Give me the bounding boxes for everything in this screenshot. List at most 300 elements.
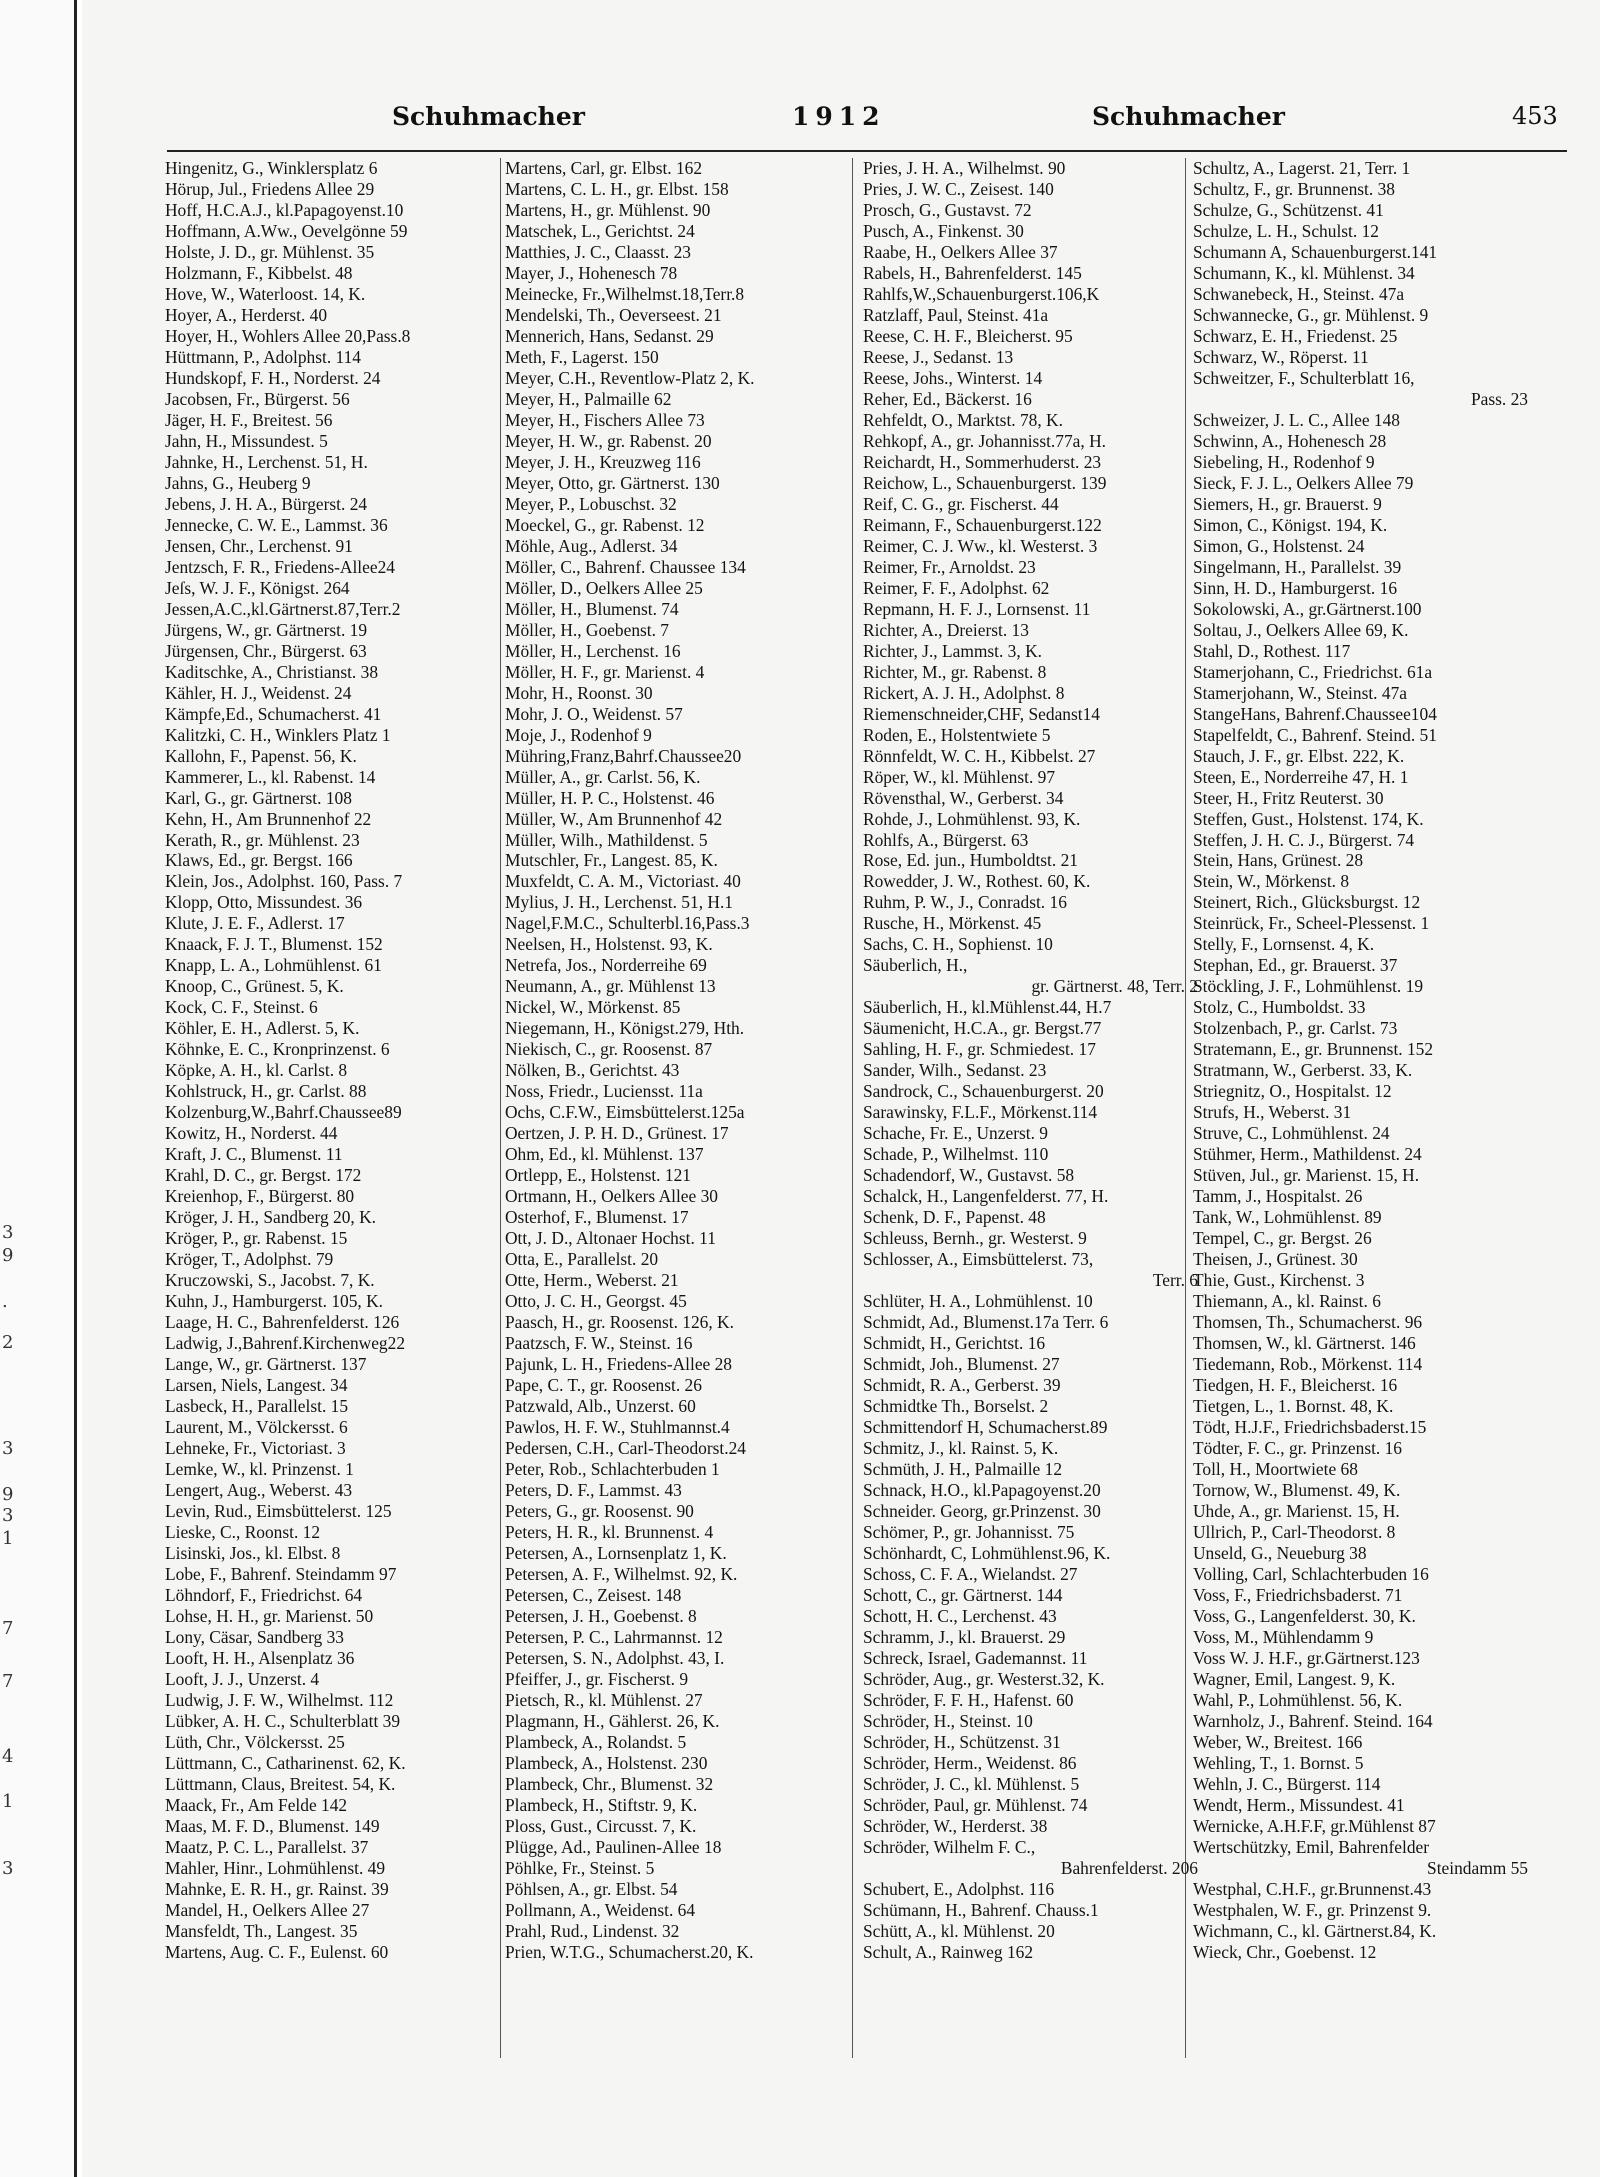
- directory-entry: Rehfeldt, O., Marktst. 78, K.: [863, 409, 1063, 430]
- directory-entry: Köhnke, E. C., Kronprinzenst. 6: [165, 1039, 390, 1060]
- directory-entry: Schmidt, H., Gerichtst. 16: [863, 1333, 1046, 1354]
- directory-entry: Sandrock, C., Schauenburgerst. 20: [863, 1081, 1104, 1102]
- directory-entry: Wendt, Herm., Missundest. 41: [1193, 1794, 1405, 1815]
- directory-entry: Ratzlaff, Paul, Steinst. 41a: [863, 304, 1049, 325]
- directory-entry: Pöhlke, Fr., Steinst. 5: [505, 1857, 655, 1878]
- directory-entry: Rabels, H., Bahrenfelderst. 145: [863, 262, 1082, 283]
- directory-entry: Raabe, H., Oelkers Allee 37: [863, 241, 1058, 262]
- directory-entry: Plambeck, Chr., Blumenst. 32: [505, 1773, 714, 1794]
- margin-mark: 7: [2, 1618, 14, 1639]
- directory-entry: Ladwig, J.,Bahrenf.Kirchenweg22: [165, 1333, 406, 1354]
- directory-entry: Lübker, A. H. C., Schulterblatt 39: [165, 1710, 401, 1731]
- margin-mark: 9: [2, 1484, 14, 1505]
- directory-entry: Meyer, Otto, gr. Gärtnerst. 130: [505, 472, 720, 493]
- directory-entry: Kehn, H., Am Brunnenhof 22: [165, 808, 372, 829]
- directory-entry: Soltau, J., Oelkers Allee 69, K.: [1193, 619, 1409, 640]
- directory-entry: Reimann, F., Schauenburgerst.122: [863, 514, 1102, 535]
- directory-entry: Reichow, L., Schauenburgerst. 139: [863, 472, 1107, 493]
- directory-entry: Pfeiffer, J., gr. Fischerst. 9: [505, 1668, 689, 1689]
- directory-entry: Sieck, F. J. L., Oelkers Allee 79: [1193, 472, 1414, 493]
- directory-entry: Jessen,A.C.,kl.Gärtnerst.87,Terr.2: [165, 598, 401, 619]
- directory-entry: Steffen, J. H. C. J., Bürgerst. 74: [1193, 829, 1415, 850]
- directory-entry: Stolz, C., Humboldst. 33: [1193, 997, 1366, 1018]
- directory-entry: Kröger, J. H., Sandberg 20, K.: [165, 1207, 377, 1228]
- directory-entry: Reher, Ed., Bäckerst. 16: [863, 388, 1032, 409]
- directory-entry: Stamerjohann, W., Steinst. 47a: [1193, 682, 1407, 703]
- directory-entry: Karl, G., gr. Gärtnerst. 108: [165, 787, 352, 808]
- directory-entry: Jensen, Chr., Lerchenst. 91: [165, 535, 353, 556]
- directory-entry: Schneider. Georg, gr.Prinzenst. 30: [863, 1501, 1101, 1521]
- directory-entry: Schmüth, J. H., Palmaille 12: [863, 1459, 1063, 1480]
- directory-entry: Ortlepp, E., Holstenst. 121: [505, 1165, 691, 1186]
- directory-entry: Meyer, P., Lobuschst. 32: [505, 493, 677, 514]
- directory-entry: Klute, J. E. F., Adlerst. 17: [165, 913, 345, 934]
- directory-entry: Steffen, Gust., Holstenst. 174, K.: [1193, 808, 1424, 829]
- directory-entry: Schult, A., Rainweg 162: [863, 1941, 1034, 1962]
- directory-entry: Schwarz, W., Röperst. 11: [1193, 346, 1369, 367]
- directory-entry: Pajunk, L. H., Friedens-Allee 28: [505, 1354, 733, 1375]
- directory-entry: Lasbeck, H., Parallelst. 15: [165, 1396, 349, 1417]
- directory-entry: Laage, H. C., Bahrenfelderst. 126: [165, 1312, 400, 1333]
- directory-entry: Schwannecke, G., gr. Mühlenst. 9: [1193, 304, 1429, 325]
- directory-entry: Schumann, K., kl. Mühlenst. 34: [1193, 262, 1415, 283]
- directory-entry: Petersen, C., Zeisest. 148: [505, 1584, 682, 1605]
- directory-entry: Stamerjohann, C., Friedrichst. 61a: [1193, 661, 1433, 682]
- directory-entry: Kock, C. F., Steinst. 6: [165, 997, 318, 1018]
- directory-entry: Hoff, H.C.A.J., kl.Papagoyenst.10: [165, 199, 404, 220]
- directory-entry: Toll, H., Moortwiete 68: [1193, 1459, 1358, 1480]
- directory-entry: Knoop, C., Grünest. 5, K.: [165, 976, 344, 997]
- directory-entry: Pass. 23: [1470, 388, 1528, 409]
- directory-entry: Weber, W., Breitest. 166: [1193, 1731, 1363, 1752]
- margin-mark: 1: [2, 1791, 14, 1812]
- directory-entry: Kähler, H. J., Weidenst. 24: [165, 682, 352, 703]
- directory-entry: Tödter, F. C., gr. Prinzenst. 16: [1193, 1438, 1403, 1459]
- directory-entry: Wagner, Emil, Langest. 9, K.: [1193, 1668, 1396, 1689]
- directory-entry: Jeſs, W. J. F., Königst. 264: [165, 577, 350, 598]
- directory-entry: Mennerich, Hans, Sedanst. 29: [505, 325, 714, 346]
- directory-entry: Larsen, Niels, Langest. 34: [165, 1375, 348, 1396]
- directory-entry: Matthies, J. C., Claasst. 23: [505, 241, 691, 262]
- directory-entry: Rövensthal, W., Gerberst. 34: [863, 787, 1064, 808]
- column-divider: [852, 158, 853, 2058]
- directory-entry: Lehneke, Fr., Victoriast. 3: [165, 1438, 346, 1459]
- directory-entry: gr. Gärtnerst. 48, Terr. 2: [1031, 976, 1198, 997]
- directory-entry: Reichardt, H., Sommerhuderst. 23: [863, 451, 1102, 472]
- directory-entry: Mansfeldt, Th., Langest. 35: [165, 1920, 358, 1941]
- directory-entry: Steer, H., Fritz Reuterst. 30: [1193, 787, 1384, 808]
- directory-entry: Nölken, B., Gerichtst. 43: [505, 1060, 680, 1081]
- directory-entry: Meyer, J. H., Kreuzweg 116: [505, 451, 701, 472]
- directory-entry: Kröger, T., Adolphst. 79: [165, 1249, 334, 1270]
- directory-entry: Hoffmann, A.Ww., Oevelgönne 59: [165, 220, 408, 241]
- directory-entry: Säuberlich, H.,: [863, 955, 968, 976]
- directory-entry: Nickel, W., Mörkenst. 85: [505, 997, 681, 1018]
- margin-mark: 4: [2, 1746, 14, 1767]
- directory-entry: Ortmann, H., Oelkers Allee 30: [505, 1186, 718, 1207]
- directory-entry: Lobe, F., Bahrenf. Steindamm 97: [165, 1563, 397, 1584]
- directory-entry: Voss, G., Langenfelderst. 30, K.: [1193, 1605, 1416, 1626]
- directory-entry: Richter, J., Lammst. 3, K.: [863, 640, 1042, 661]
- directory-entry: Lange, W., gr. Gärtnerst. 137: [165, 1354, 367, 1375]
- directory-entry: Tempel, C., gr. Bergst. 26: [1193, 1228, 1372, 1249]
- directory-entry: Niegemann, H., Königst.279, Hth.: [505, 1018, 745, 1039]
- directory-entry: Sahling, H. F., gr. Schmiedest. 17: [863, 1039, 1096, 1060]
- margin-mark: 3: [2, 1222, 14, 1243]
- directory-entry: Schönhardt, C, Lohmühlenst.96, K.: [863, 1542, 1111, 1563]
- directory-entry: Pedersen, C.H., Carl-Theodorst.24: [505, 1438, 747, 1459]
- directory-entry: Stolzenbach, P., gr. Carlst. 73: [1193, 1018, 1398, 1039]
- directory-entry: Wernicke, A.H.F.F, gr.Mühlenst 87: [1193, 1815, 1436, 1836]
- directory-entry: Pawlos, H. F. W., Stuhlmannst.4: [505, 1417, 730, 1438]
- directory-entry: Moeckel, G., gr. Rabenst. 12: [505, 514, 705, 535]
- directory-entry: Schubert, E., Adolphst. 116: [863, 1878, 1055, 1899]
- directory-entry: Martens, H., gr. Mühlenst. 90: [505, 199, 711, 220]
- directory-entry: Schulze, G., Schützenst. 41: [1193, 199, 1384, 220]
- directory-entry: Muxfeldt, C. A. M., Victoriast. 40: [505, 871, 741, 892]
- header-left-title: Schuhmacher: [392, 102, 585, 131]
- directory-entry: Westphal, C.H.F., gr.Brunnenst.43: [1193, 1878, 1432, 1899]
- directory-entry: Meinecke, Fr.,Wilhelmst.18,Terr.8: [505, 283, 745, 304]
- directory-entry: Meyer, H., Fischers Allee 73: [505, 409, 705, 430]
- directory-entry: Schumann A, Schauenburgerst.141: [1193, 241, 1438, 262]
- directory-entry: Mahler, Hinr., Lohmühlenst. 49: [165, 1857, 386, 1878]
- directory-entry: Rohlfs, A., Bürgerst. 63: [863, 829, 1029, 850]
- directory-entry: Lemke, W., kl. Prinzenst. 1: [165, 1459, 354, 1480]
- directory-entry: Kammerer, L., kl. Rabenst. 14: [165, 766, 376, 787]
- directory-page: [82, 0, 1600, 2177]
- directory-entry: Voss, F., Friedrichsbaderst. 71: [1193, 1584, 1403, 1605]
- directory-entry: Maas, M. F. D., Blumenst. 149: [165, 1815, 380, 1836]
- directory-entry: Jürgens, W., gr. Gärtnerst. 19: [165, 619, 368, 640]
- directory-entry: Thiemann, A., kl. Rainst. 6: [1193, 1291, 1381, 1312]
- directory-entry: Mayer, J., Hohenesch 78: [505, 262, 678, 283]
- directory-entry: Neelsen, H., Holstenst. 93, K.: [505, 934, 713, 955]
- directory-entry: Hörup, Jul., Friedens Allee 29: [165, 178, 375, 199]
- directory-entry: Lohse, H. H., gr. Marienst. 50: [165, 1605, 374, 1626]
- directory-entry: Ohm, Ed., kl. Mühlenst. 137: [505, 1144, 704, 1165]
- directory-entry: Säumenicht, H.C.A., gr. Bergst.77: [863, 1018, 1102, 1039]
- directory-entry: Martens, C. L. H., gr. Elbst. 158: [505, 178, 729, 199]
- directory-entry: Hüttmann, P., Adolphst. 114: [165, 346, 361, 367]
- directory-entry: Rickert, A. J. H., Adolphst. 8: [863, 682, 1065, 703]
- directory-entry: Schweitzer, F., Schulterblatt 16,: [1193, 367, 1415, 388]
- margin-mark: 3: [2, 1858, 14, 1879]
- directory-entry: Schnack, H.O., kl.Papagoyenst.20: [863, 1480, 1101, 1501]
- directory-entry: Repmann, H. F. J., Lornsenst. 11: [863, 598, 1091, 619]
- directory-entry: Thomsen, W., kl. Gärtnerst. 146: [1193, 1333, 1416, 1354]
- directory-entry: Peter, Rob., Schlachterbuden 1: [505, 1459, 720, 1480]
- directory-entry: Schmittendorf H, Schumacherst.89: [863, 1417, 1108, 1438]
- directory-entry: Kuhn, J., Hamburgerst. 105, K.: [165, 1291, 384, 1312]
- directory-entry: StangeHans, Bahrenf.Chaussee104: [1193, 703, 1437, 724]
- directory-entry: Reif, C. G., gr. Fischerst. 44: [863, 493, 1059, 514]
- directory-entry: Steinert, Rich., Glücksburgst. 12: [1193, 892, 1421, 913]
- directory-entry: Stratmann, W., Gerberst. 33, K.: [1193, 1060, 1413, 1081]
- directory-entry: Kallohn, F., Papenst. 56, K.: [165, 745, 357, 766]
- directory-entry: Reese, C. H. F., Bleicherst. 95: [863, 325, 1073, 346]
- directory-entry: Schröder, F. F. H., Hafenst. 60: [863, 1689, 1074, 1710]
- directory-entry: Nagel,F.M.C., Schulterbl.16,Pass.3: [505, 913, 750, 934]
- directory-entry: Stein, W., Mörkenst. 8: [1193, 871, 1350, 892]
- directory-entry: Meyer, H. W., gr. Rabenst. 20: [505, 430, 712, 451]
- directory-entry: Säuberlich, H., kl.Mühlenst.44, H.7: [863, 997, 1112, 1018]
- directory-entry: Sokolowski, A., gr.Gärtnerst.100: [1193, 598, 1422, 619]
- directory-entry: Hundskopf, F. H., Norderst. 24: [165, 367, 381, 388]
- directory-entry: Noss, Friedr., Luciensst. 11a: [505, 1081, 703, 1102]
- directory-entry: Richter, M., gr. Rabenst. 8: [863, 661, 1047, 682]
- directory-entry: Reimer, Fr., Arnoldst. 23: [863, 556, 1036, 577]
- margin-mark: 3: [2, 1438, 14, 1459]
- directory-entry: Wertschützky, Emil, Bahrenfelder: [1193, 1836, 1430, 1857]
- directory-entry: Schwarz, E. H., Friedenst. 25: [1193, 325, 1398, 346]
- directory-entry: Reimer, C. J. Ww., kl. Westerst. 3: [863, 535, 1098, 556]
- directory-entry: Kaditschke, A., Christianst. 38: [165, 661, 379, 682]
- directory-entry: Kerath, R., gr. Mühlenst. 23: [165, 829, 360, 850]
- directory-entry: Pusch, A., Finkenst. 30: [863, 220, 1024, 241]
- directory-entry: Knaack, F. J. T., Blumenst. 152: [165, 934, 383, 955]
- directory-entry: Stöckling, J. F., Lohmühlenst. 19: [1193, 976, 1424, 997]
- directory-entry: Looft, J. J., Unzerst. 4: [165, 1668, 320, 1689]
- directory-entry: Stauch, J. F., gr. Elbst. 222, K.: [1193, 745, 1405, 766]
- directory-entry: Petersen, A. F., Wilhelmst. 92, K.: [505, 1563, 738, 1584]
- directory-entry: Wahl, P., Lohmühlenst. 56, K.: [1193, 1689, 1403, 1710]
- directory-entry: Warnholz, J., Bahrenf. Steind. 164: [1193, 1710, 1433, 1731]
- directory-entry: Mutschler, Fr., Langest. 85, K.: [505, 850, 718, 871]
- directory-entry: Pries, J. W. C., Zeisest. 140: [863, 178, 1054, 199]
- directory-entry: Ullrich, P., Carl-Theodorst. 8: [1193, 1521, 1396, 1542]
- directory-entry: Plambeck, A., Holstenst. 230: [505, 1752, 708, 1773]
- directory-entry: Richter, A., Dreierst. 13: [863, 619, 1029, 640]
- directory-entry: Wichmann, C., kl. Gärtnerst.84, K.: [1193, 1920, 1437, 1941]
- directory-entry: Möller, H., Goebenst. 7: [505, 619, 670, 640]
- directory-entry: Möhle, Aug., Adlerst. 34: [505, 535, 678, 556]
- directory-entry: Schröder, Paul, gr. Mühlenst. 74: [863, 1794, 1088, 1815]
- directory-entry: Schultz, F., gr. Brunnenst. 38: [1193, 178, 1395, 199]
- directory-entry: Osterhof, F., Blumenst. 17: [505, 1207, 689, 1228]
- directory-entry: Unseld, G., Neueburg 38: [1193, 1542, 1367, 1563]
- directory-entry: Tödt, H.J.F., Friedrichsbaderst.15: [1193, 1417, 1427, 1438]
- directory-entry: Röper, W., kl. Mühlenst. 97: [863, 766, 1056, 787]
- directory-entry: Rahlfs,W.,Schauenburgerst.106,K: [863, 283, 1100, 304]
- directory-entry: Matschek, L., Gerichtst. 24: [505, 220, 695, 241]
- directory-entry: Lüth, Chr., Völckersst. 25: [165, 1731, 345, 1752]
- directory-entry: Martens, Carl, gr. Elbst. 162: [505, 158, 703, 178]
- directory-entry: Jahn, H., Missundest. 5: [165, 430, 328, 451]
- directory-entry: Paatzsch, F. W., Steinst. 16: [505, 1333, 693, 1354]
- directory-column-4: [1193, 158, 1538, 1963]
- directory-entry: Schweizer, J. L. C., Allee 148: [1193, 409, 1400, 430]
- directory-entry: Ludwig, J. F. W., Wilhelmst. 112: [165, 1689, 394, 1710]
- directory-entry: Peters, D. F., Lammst. 43: [505, 1480, 682, 1501]
- directory-entry: Müller, H. P. C., Holstenst. 46: [505, 787, 715, 808]
- directory-entry: Sarawinsky, F.L.F., Mörkenst.114: [863, 1102, 1098, 1123]
- directory-entry: Tiedgen, H. F., Bleicherst. 16: [1193, 1375, 1398, 1396]
- directory-entry: Schwanebeck, H., Steinst. 47a: [1193, 283, 1405, 304]
- directory-entry: Rönnfeldt, W. C. H., Kibbelst. 27: [863, 745, 1096, 766]
- directory-entry: Stephan, Ed., gr. Brauerst. 37: [1193, 955, 1398, 976]
- directory-entry: Schröder, Aug., gr. Westerst.32, K.: [863, 1668, 1105, 1689]
- directory-entry: Wieck, Chr., Goebenst. 12: [1193, 1941, 1377, 1962]
- directory-entry: Peters, G., gr. Roosenst. 90: [505, 1501, 694, 1521]
- directory-entry: Stein, Hans, Grünest. 28: [1193, 850, 1364, 871]
- directory-entry: Meyer, C.H., Reventlow-Platz 2, K.: [505, 367, 755, 388]
- page-header: [82, 102, 1600, 136]
- directory-entry: Schmidt, R. A., Gerberst. 39: [863, 1375, 1061, 1396]
- directory-entry: Hingenitz, G., Winklersplatz 6: [165, 158, 378, 178]
- directory-entry: Müller, A., gr. Carlst. 56, K.: [505, 766, 701, 787]
- directory-entry: Stüven, Jul., gr. Marienst. 15, H.: [1193, 1165, 1420, 1186]
- directory-entry: Köhler, E. H., Adlerst. 5, K.: [165, 1018, 360, 1039]
- directory-entry: Krahl, D. C., gr. Bergst. 172: [165, 1165, 362, 1186]
- directory-entry: Lony, Cäsar, Sandberg 33: [165, 1626, 344, 1647]
- directory-entry: Sinn, H. D., Hamburgerst. 16: [1193, 577, 1398, 598]
- directory-entry: Mahnke, E. R. H., gr. Rainst. 39: [165, 1878, 389, 1899]
- directory-entry: Thie, Gust., Kirchenst. 3: [1193, 1270, 1365, 1291]
- directory-entry: Köpke, A. H., kl. Carlst. 8: [165, 1060, 348, 1081]
- directory-entry: Schröder, W., Herderst. 38: [863, 1815, 1048, 1836]
- directory-entry: Otte, Herm., Weberst. 21: [505, 1270, 679, 1291]
- directory-entry: Petersen, S. N., Adolphst. 43, I.: [505, 1647, 725, 1668]
- directory-entry: Lengert, Aug., Weberst. 43: [165, 1480, 353, 1501]
- directory-entry: Klopp, Otto, Missundest. 36: [165, 892, 363, 913]
- directory-entry: Kowitz, H., Norderst. 44: [165, 1123, 338, 1144]
- directory-entry: Struve, C., Lohmühlenst. 24: [1193, 1123, 1390, 1144]
- margin-mark: 2: [2, 1332, 14, 1353]
- directory-entry: Schütt, A., kl. Mühlenst. 20: [863, 1920, 1055, 1941]
- directory-column-2: [505, 158, 850, 1963]
- directory-entry: Tamm, J., Hospitalst. 26: [1193, 1186, 1363, 1207]
- directory-entry: Schröder, J. C., kl. Mühlenst. 5: [863, 1773, 1080, 1794]
- directory-entry: Reese, J., Sedanst. 13: [863, 346, 1014, 367]
- directory-entry: Levin, Rud., Eimsbüttelerst. 125: [165, 1501, 392, 1521]
- directory-entry: Stapelfeldt, C., Bahrenf. Steind. 51: [1193, 724, 1437, 745]
- directory-entry: Schwinn, A., Hohenesch 28: [1193, 430, 1387, 451]
- directory-entry: Steindamm 55: [1427, 1857, 1528, 1878]
- directory-entry: Lüttmann, Claus, Breitest. 54, K.: [165, 1773, 396, 1794]
- directory-entry: Wehling, T., 1. Bornst. 5: [1193, 1752, 1364, 1773]
- directory-entry: Tiedemann, Rob., Mörkenst. 114: [1193, 1354, 1423, 1375]
- directory-entry: Lieske, C., Roonst. 12: [165, 1521, 321, 1542]
- directory-entry: Simon, C., Königst. 194, K.: [1193, 514, 1388, 535]
- directory-entry: Schramm, J., kl. Brauerst. 29: [863, 1626, 1066, 1647]
- directory-entry: Ruhm, P. W., J., Conradst. 16: [863, 892, 1067, 913]
- directory-entry: Paasch, H., gr. Roosenst. 126, K.: [505, 1312, 734, 1333]
- directory-entry: Jentzsch, F. R., Friedens-Allee24: [165, 556, 395, 577]
- page-number: 453: [1512, 102, 1558, 130]
- directory-entry: Tornow, W., Blumenst. 49, K.: [1193, 1480, 1401, 1501]
- directory-entry: Knapp, L. A., Lohmühlenst. 61: [165, 955, 382, 976]
- directory-entry: Jahnke, H., Lerchenst. 51, H.: [165, 451, 368, 472]
- directory-entry: Schleuss, Bernh., gr. Westerst. 9: [863, 1228, 1087, 1249]
- directory-entry: Pries, J. H. A., Wilhelmst. 90: [863, 158, 1066, 178]
- directory-entry: Mylius, J. H., Lerchenst. 51, H.1: [505, 892, 733, 913]
- margin-mark: 1: [2, 1528, 14, 1549]
- directory-entry: Siebeling, H., Rodenhof 9: [1193, 451, 1375, 472]
- directory-entry: Singelmann, H., Parallelst. 39: [1193, 556, 1402, 577]
- directory-entry: Otto, J. C. H., Georgst. 45: [505, 1291, 687, 1312]
- directory-entry: Stahl, D., Rothest. 117: [1193, 640, 1351, 661]
- directory-entry: Pietsch, R., kl. Mühlenst. 27: [505, 1689, 703, 1710]
- directory-entry: Ploss, Gust., Circusst. 7, K.: [505, 1815, 697, 1836]
- directory-entry: Pape, C. T., gr. Roosenst. 26: [505, 1375, 702, 1396]
- directory-entry: Stühmer, Herm., Mathildenst. 24: [1193, 1144, 1422, 1165]
- directory-entry: Steinrück, Fr., Scheel-Plessenst. 1: [1193, 913, 1430, 934]
- directory-entry: Schröder, Herm., Weidenst. 86: [863, 1752, 1077, 1773]
- directory-entry: Rusche, H., Mörkenst. 45: [863, 913, 1042, 934]
- directory-entry: Klein, Jos., Adolphst. 160, Pass. 7: [165, 871, 403, 892]
- directory-entry: Möller, H. F., gr. Marienst. 4: [505, 661, 705, 682]
- directory-entry: Steen, E., Norderreihe 47, H. 1: [1193, 766, 1409, 787]
- directory-entry: Lisinski, Jos., kl. Elbst. 8: [165, 1542, 341, 1563]
- directory-entry: Löhndorf, F., Friedrichst. 64: [165, 1584, 363, 1605]
- directory-entry: Petersen, J. H., Goebenst. 8: [505, 1605, 697, 1626]
- directory-entry: Prien, W.T.G., Schumacherst.20, K.: [505, 1941, 754, 1962]
- directory-entry: Oertzen, J. P. H. D., Grünest. 17: [505, 1123, 729, 1144]
- directory-entry: Voss W. J. H.F., gr.Gärtnerst.123: [1193, 1647, 1420, 1668]
- directory-entry: Kröger, P., gr. Rabenst. 15: [165, 1228, 348, 1249]
- directory-entry: Schümann, H., Bahrenf. Chauss.1: [863, 1899, 1099, 1920]
- margin-mark: .: [2, 1291, 8, 1312]
- directory-entry: Ochs, C.F.W., Eimsbüttelerst.125a: [505, 1102, 745, 1123]
- directory-entry: Schulze, L. H., Schulst. 12: [1193, 220, 1379, 241]
- directory-entry: Pöhlsen, A., gr. Elbst. 54: [505, 1878, 678, 1899]
- directory-entry: Otta, E., Parallelst. 20: [505, 1249, 659, 1270]
- directory-entry: Müller, W., Am Brunnenhof 42: [505, 808, 723, 829]
- directory-entry: Schröder, Wilhelm F. C.,: [863, 1836, 1036, 1857]
- directory-entry: Meth, F., Lagerst. 150: [505, 346, 659, 367]
- directory-entry: Schalck, H., Langenfelderst. 77, H.: [863, 1186, 1109, 1207]
- directory-entry: Prosch, G., Gustavst. 72: [863, 199, 1032, 220]
- directory-entry: Rohde, J., Lohmühlenst. 93, K.: [863, 808, 1081, 829]
- directory-entry: Möller, H., Blumenst. 74: [505, 598, 679, 619]
- directory-entry: Schade, P., Wilhelmst. 110: [863, 1144, 1049, 1165]
- directory-entry: Plambeck, H., Stiftstr. 9, K.: [505, 1794, 698, 1815]
- directory-entry: Sander, Wilh., Sedanst. 23: [863, 1060, 1047, 1081]
- directory-entry: Pollmann, A., Weidenst. 64: [505, 1899, 696, 1920]
- directory-entry: Petersen, A., Lornsenplatz 1, K.: [505, 1542, 727, 1563]
- directory-entry: Mohr, H., Roonst. 30: [505, 682, 653, 703]
- directory-entry: Holste, J. D., gr. Mühlenst. 35: [165, 241, 375, 262]
- directory-entry: Schömer, P., gr. Johannisst. 75: [863, 1521, 1075, 1542]
- directory-entry: Jürgensen, Chr., Bürgerst. 63: [165, 640, 367, 661]
- directory-entry: Kolzenburg,W.,Bahrf.Chaussee89: [165, 1102, 402, 1123]
- directory-entry: Prahl, Rud., Lindenst. 32: [505, 1920, 680, 1941]
- directory-entry: Schröder, H., Schützenst. 31: [863, 1731, 1061, 1752]
- directory-entry: Möller, H., Lerchenst. 16: [505, 640, 681, 661]
- directory-entry: Westphalen, W. F., gr. Prinzenst 9.: [1193, 1899, 1432, 1920]
- directory-entry: Mohr, J. O., Weidenst. 57: [505, 703, 683, 724]
- directory-entry: Meyer, H., Palmaille 62: [505, 388, 672, 409]
- directory-column-1: [165, 158, 510, 1963]
- directory-entry: Schadendorf, W., Gustavst. 58: [863, 1165, 1075, 1186]
- directory-entry: Kruczowski, S., Jacobst. 7, K.: [165, 1270, 375, 1291]
- directory-entry: Möller, C., Bahrenf. Chaussee 134: [505, 556, 746, 577]
- directory-entry: Schott, C., gr. Gärtnerst. 144: [863, 1584, 1063, 1605]
- directory-entry: Terr. 6: [1152, 1270, 1198, 1291]
- directory-entry: Jahns, G., Heuberg 9: [165, 472, 311, 493]
- directory-entry: Jebens, J. H. A., Bürgerst. 24: [165, 493, 368, 514]
- directory-entry: Hove, W., Waterloost. 14, K.: [165, 283, 366, 304]
- directory-entry: Schoss, C. F. A., Wielandst. 27: [863, 1563, 1078, 1584]
- directory-entry: Rehkopf, A., gr. Johannisst.77a, H.: [863, 430, 1106, 451]
- directory-entry: Laurent, M., Völckersst. 6: [165, 1417, 348, 1438]
- directory-entry: Moje, J., Rodenhof 9: [505, 724, 652, 745]
- directory-entry: Reimer, F. F., Adolphst. 62: [863, 577, 1050, 598]
- directory-entry: Schache, Fr. E., Unzerst. 9: [863, 1123, 1048, 1144]
- directory-entry: Schenk, D. F., Papenst. 48: [863, 1207, 1046, 1228]
- directory-entry: Schröder, H., Steinst. 10: [863, 1710, 1033, 1731]
